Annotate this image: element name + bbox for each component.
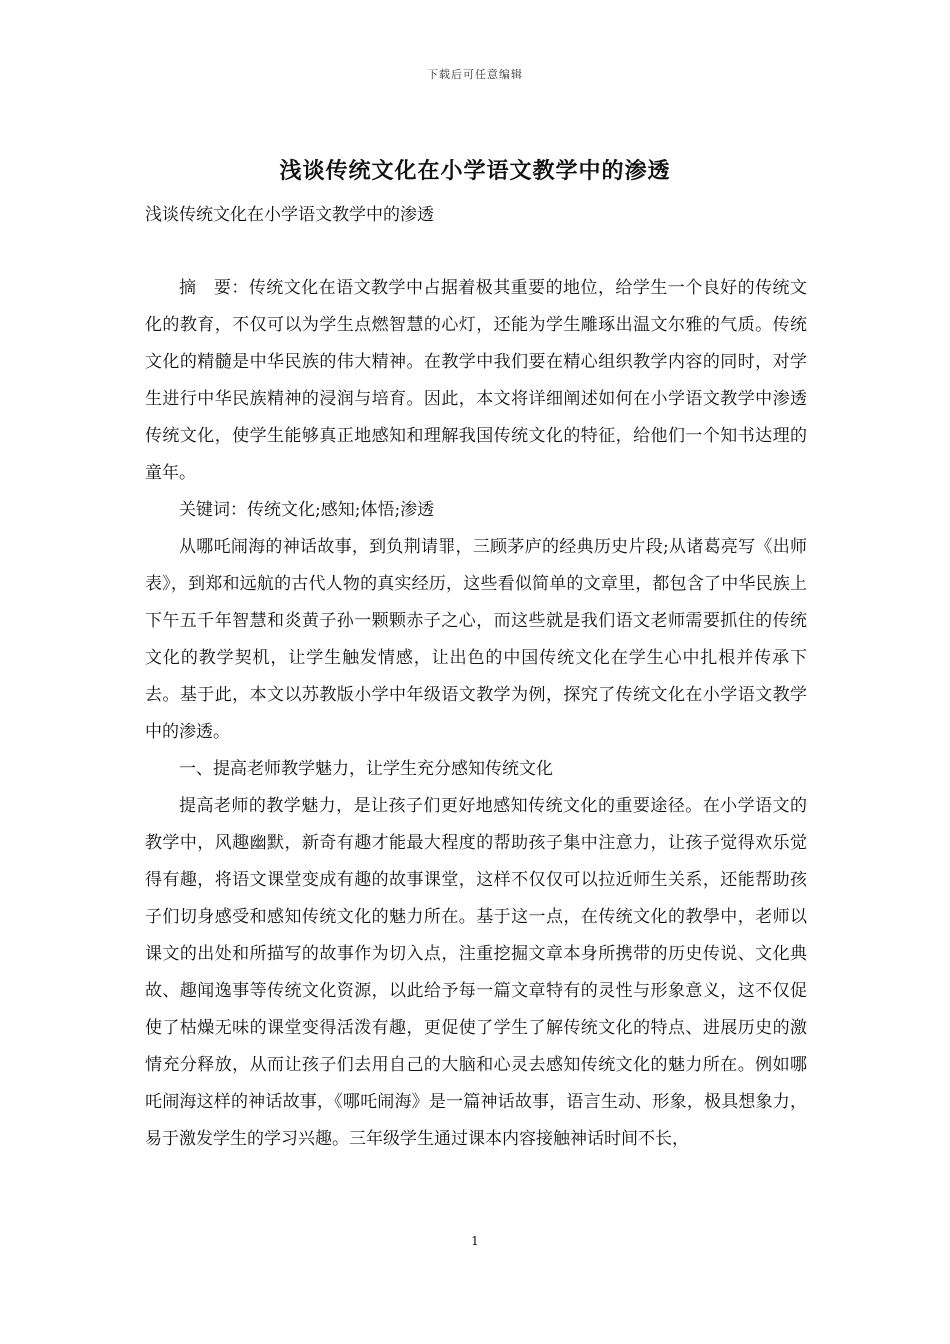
document-title: 浅谈传统文化在小学语文教学中的渗透 bbox=[279, 158, 671, 184]
intro-paragraph: 从哪吒闹海的神话故事，到负荆请罪，三顾茅庐的经典历史片段;从诸葛亮写《出师表》，到郑和远航的古代人物的真实经历，这些看似简单的文章里，都包含了中华民族上下午五千年智慧和炎黄子孙一颗颗赤子之心，而这些就是我们语文老师需要抓住的传统文化的教学契机，让学生触发情感，让出色的中国传统文化在学生心中扎根并传承下去。基于此，本文以苏教版小学中年级语文教学为例，探究了传统文化在小学语文教学中的渗透。 bbox=[145, 537, 807, 742]
document-body bbox=[145, 270, 807, 1158]
document-subtitle: 浅谈传统文化在小学语文教学中的渗透 bbox=[145, 205, 434, 225]
keywords-paragraph: 关键词：传统文化;感知;体悟;渗透 bbox=[179, 500, 435, 520]
abstract-paragraph: 摘 要：传统文化在语文教学中占据着极其重要的地位，给学生一个良好的传统文化的教育，不仅可以为学生点燃智慧的心灯，还能为学生雕琢出温文尔雅的气质。传统文化的精髓是中华民族的伟大精神。在教学中我们要在精心组织教学内容的同时，对学生进行中华民族精神的浸润与培育。因此，本文将详细阐述如何在小学语文教学中渗透传统文化，使学生能够真正地感知和理解我国传统文化的特征，给他们一个知书达理的童年。 bbox=[145, 278, 807, 483]
page-number: 1 bbox=[471, 1234, 479, 1248]
header-note: 下载后可任意编辑 bbox=[427, 68, 523, 81]
section-heading: 一、提高老师教学魅力，让学生充分感知传统文化 bbox=[179, 759, 553, 779]
section-paragraph: 提高老师的教学魅力，是让孩子们更好地感知传统文化的重要途径。在小学语文的教学中，风趣幽默，新奇有趣才能最大程度的帮助孩子集中注意力，让孩子觉得欢乐觉得有趣，将语文课堂变成有趣的故事课堂，这样不仅仅可以拉近师生关系，还能帮助孩子们切身感受和感知传统文化的魅力所在。基于这一点，在传统文化的教學中，老师以课文的出处和所描写的故事作为切入点，注重挖掘文章本身所携带的历史传说、文化典故、趣闻逸事等传统文化资源，以此给予每一篇文章特有的灵性与形象意义，这不仅促使了枯燥无味的课堂变得活泼有趣，更促使了学生了解传统文化的特点、进展历史的激情充分释放，从而让孩子们去用自己的大脑和心灵去感知传统文化的魅力所在。例如哪吒闹海这样的神话故事，《哪吒闹海》是一篇神话故事，语言生动、形象，极具想象力，易于激发学生的学习兴趣。三年级学生通过课本内容接触神话时间不长， bbox=[145, 796, 807, 1149]
